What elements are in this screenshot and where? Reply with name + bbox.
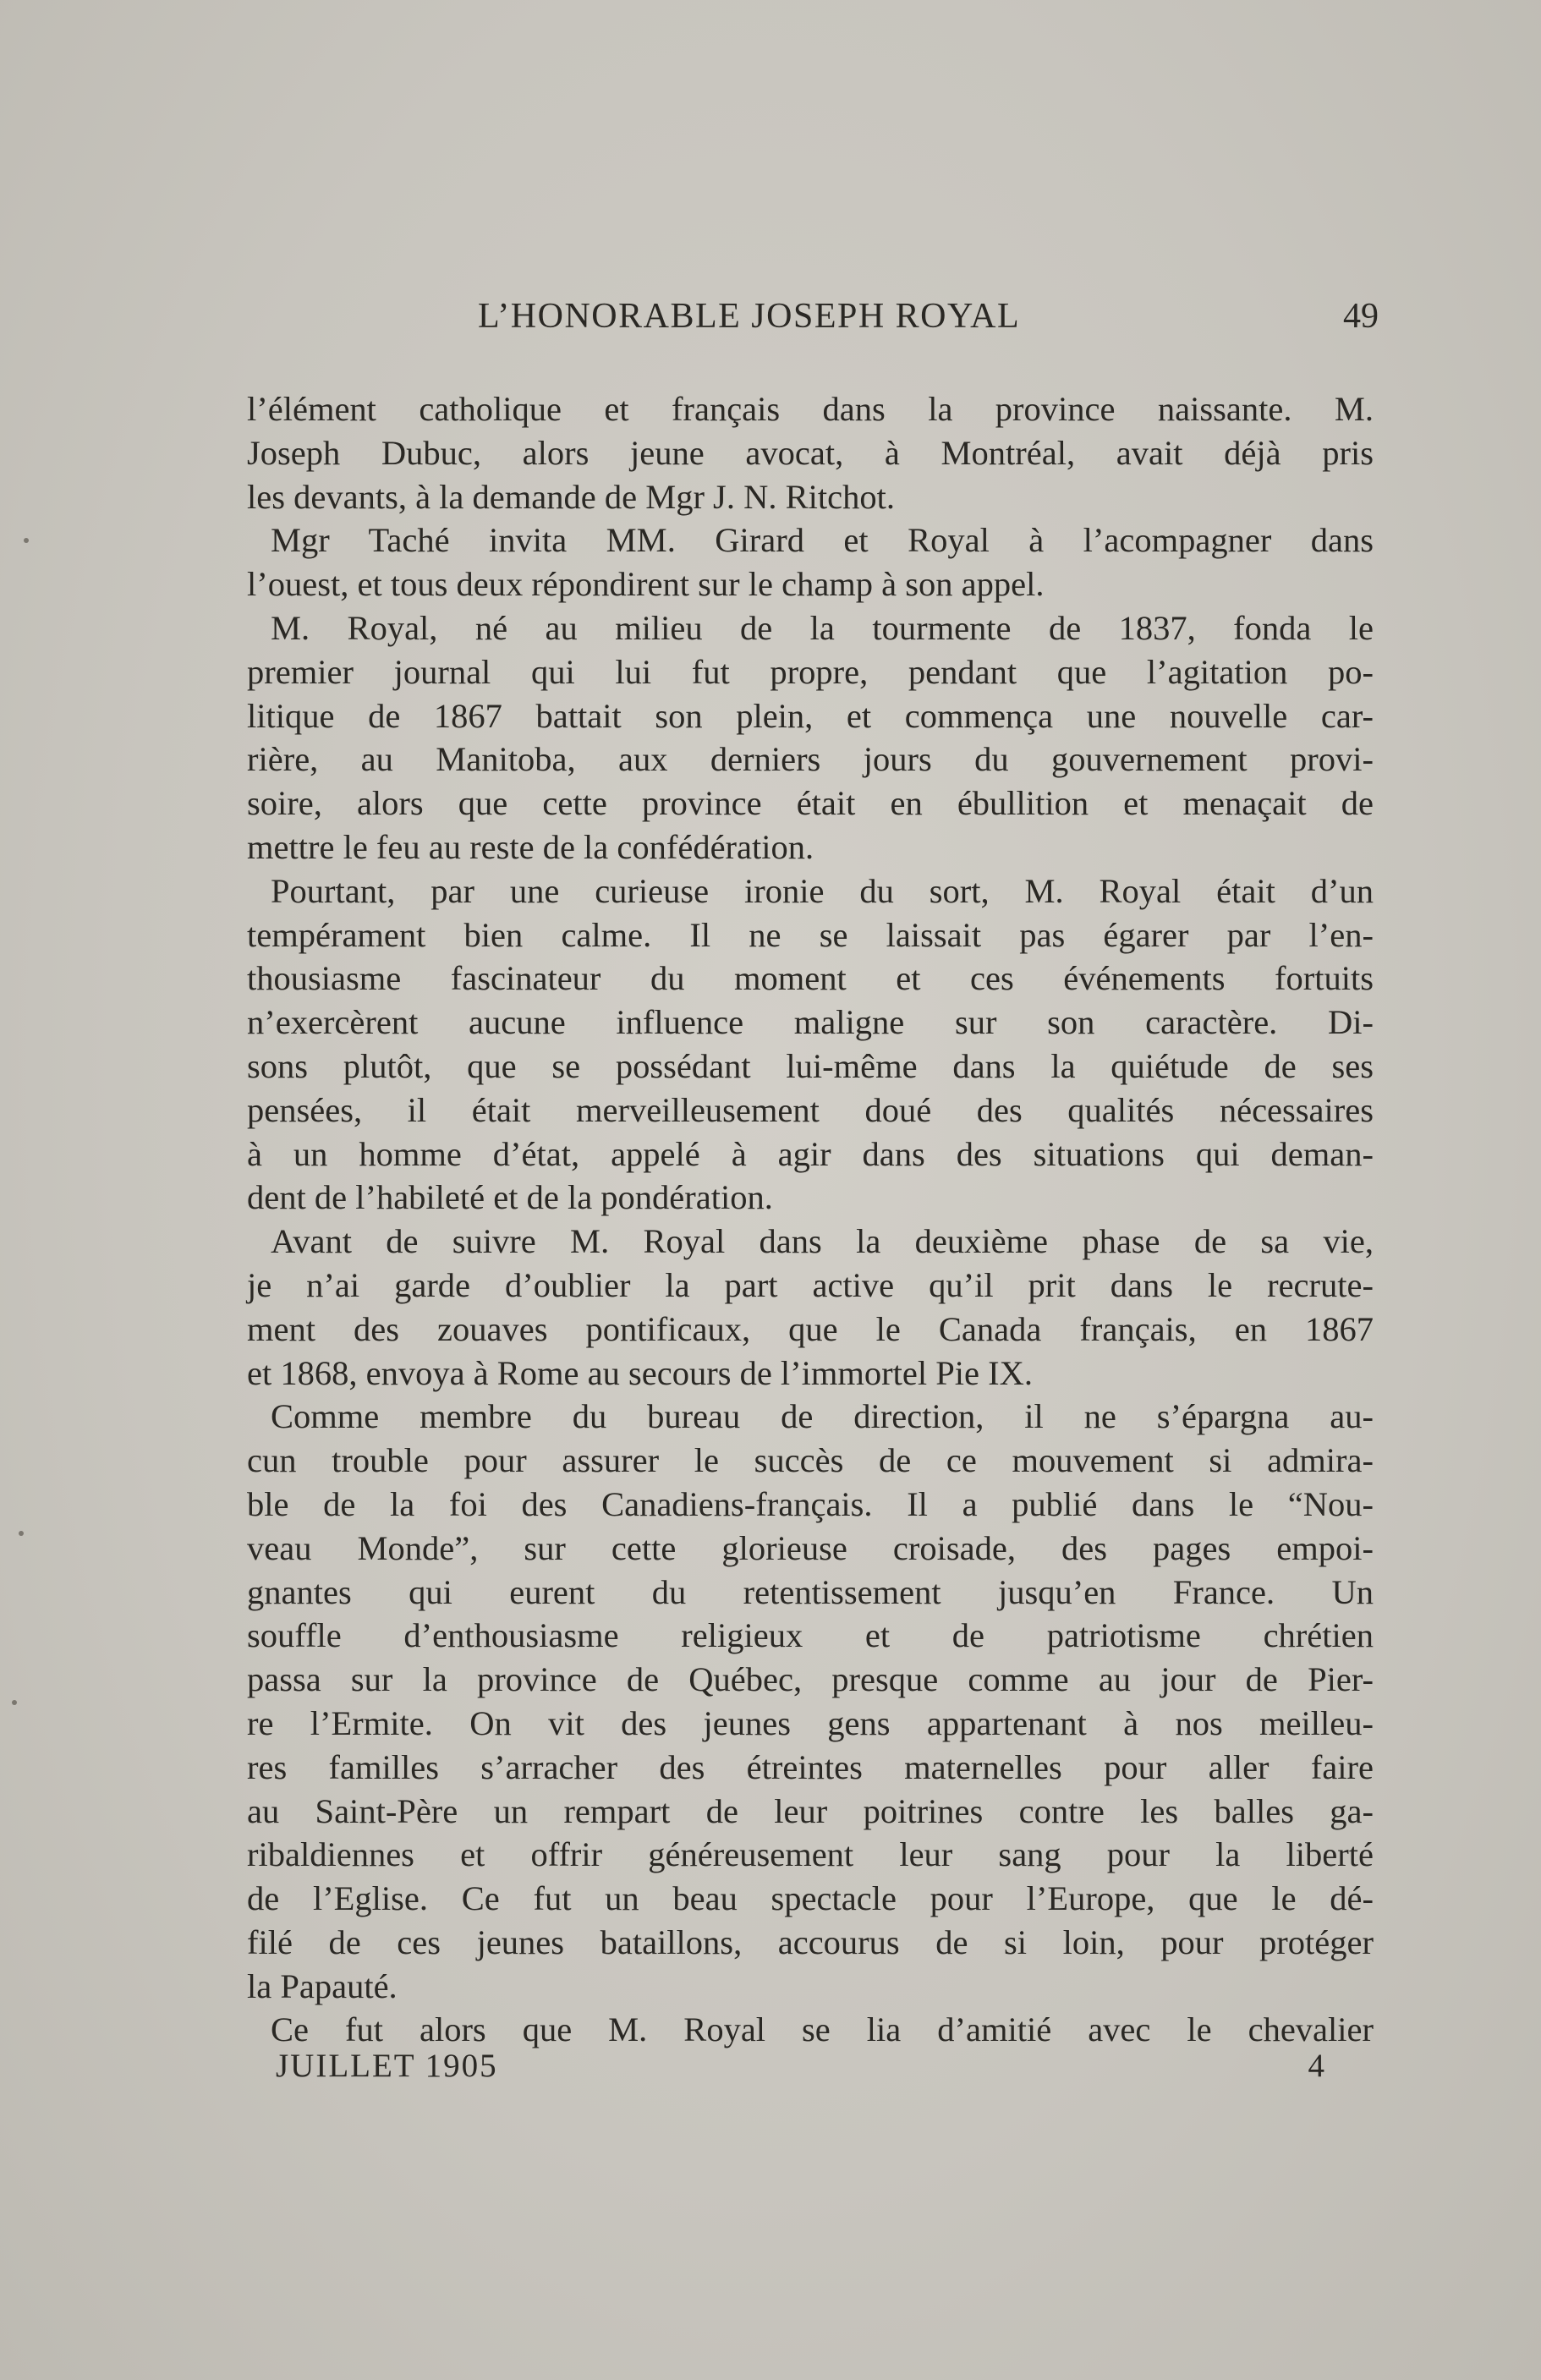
text-line: sons plutôt, que se possédant lui-même dans la quiétude de ses: [247, 1046, 1374, 1085]
text-line: souffle d’enthousiasme religieux et de patriotisme chrétien: [247, 1616, 1374, 1655]
issue-date: JUILLET 1905: [276, 2048, 498, 2084]
text-line: gnantes qui eurent du retentissement jusqu’en France. Un: [247, 1572, 1374, 1611]
text-line: l’ouest, et tous deux répondirent sur le champ à son appel.: [247, 565, 1045, 604]
text-line: ment des zouaves pontificaux, que le Canada français, en 1867: [247, 1309, 1374, 1348]
text-line: l’élément catholique et français dans la province naissante. M.: [247, 390, 1374, 428]
text-line: la Papauté.: [247, 1966, 398, 2005]
text-line: thousiasme fascinateur du moment et ces événements fortuits: [247, 959, 1374, 998]
text-line: dent de l’habileté et de la pondération.: [247, 1178, 773, 1217]
text-line: ribaldiennes et offrir généreusement leur sang pour la liberté: [247, 1835, 1374, 1874]
text-line: je n’ai garde d’oublier la part active qu’il prit dans le recrute-: [247, 1265, 1374, 1304]
body-text: [247, 387, 1374, 2052]
text-line: n’exercèrent aucune influence maligne sur son caractère. Di-: [247, 1003, 1374, 1042]
running-header: [245, 296, 1379, 347]
text-line: tempérament bien calme. Il ne se laissait pas égarer par l’en-: [247, 915, 1374, 954]
text-line: cun trouble pour assurer le succès de ce mouvement si admira-: [247, 1441, 1374, 1480]
text-line: rière, au Manitoba, aux derniers jours du gouvernement provi-: [247, 740, 1374, 779]
text-line: premier journal qui lui fut propre, pendant que l’agitation po-: [247, 652, 1374, 691]
page-footer: [276, 2047, 1324, 2098]
text-line: Pourtant, par une curieuse ironie du sort, M. Royal était d’un: [271, 871, 1374, 910]
text-line: Avant de suivre M. Royal dans la deuxième phase de sa vie,: [271, 1222, 1374, 1261]
text-line: au Saint-Père un rempart de leur poitrines contre les balles ga-: [247, 1791, 1374, 1830]
text-line: et 1868, envoya à Rome au secours de l’immortel Pie IX.: [247, 1353, 1034, 1392]
text-line: pensées, il était merveilleusement doué des qualités nécessaires: [247, 1090, 1374, 1129]
margin-speck: [24, 538, 29, 543]
running-title: L’HONORABLE JOSEPH ROYAL: [478, 297, 1021, 336]
text-line: de l’Eglise. Ce fut un beau spectacle pour l’Europe, que le dé-: [247, 1879, 1374, 1918]
signature-mark: 4: [1308, 2048, 1324, 2084]
page-number: 49: [1343, 297, 1379, 336]
text-line: litique de 1867 battait son plein, et commença une nouvelle car-: [247, 696, 1374, 735]
text-line: Joseph Dubuc, alors jeune avocat, à Montréal, avait déjà pris: [247, 433, 1374, 472]
text-line: les devants, à la demande de Mgr J. N. Ritchot.: [247, 477, 895, 516]
text-line: passa sur la province de Québec, presque comme au jour de Pier-: [247, 1660, 1374, 1699]
text-line: res familles s’arracher des étreintes maternelles pour aller faire: [247, 1747, 1374, 1786]
text-line: veau Monde”, sur cette glorieuse croisade, des pages empoi-: [247, 1528, 1374, 1567]
text-line: re l’Ermite. On vit des jeunes gens appartenant à nos meilleu-: [247, 1703, 1374, 1742]
text-line: Ce fut alors que M. Royal se lia d’amitié avec le chevalier: [271, 2010, 1374, 2049]
margin-speck: [19, 1531, 24, 1536]
text-line: soire, alors que cette province était en ébullition et menaçait de: [247, 784, 1374, 823]
text-line: M. Royal, né au milieu de la tourmente de 1837, fonda le: [271, 608, 1374, 647]
margin-speck: [12, 1700, 17, 1705]
text-line: Mgr Taché invita MM. Girard et Royal à l’acompagner dans: [271, 521, 1374, 560]
text-line: mettre le feu au reste de la confédération.: [247, 827, 814, 866]
text-line: à un homme d’état, appelé à agir dans des situations qui deman-: [247, 1134, 1374, 1173]
text-line: ble de la foi des Canadiens-français. Il a publié dans le “Nou-: [247, 1484, 1374, 1523]
text-line: Comme membre du bureau de direction, il ne s’épargna au-: [271, 1397, 1374, 1436]
text-line: filé de ces jeunes bataillons, accourus de si loin, pour protéger: [247, 1922, 1374, 1961]
